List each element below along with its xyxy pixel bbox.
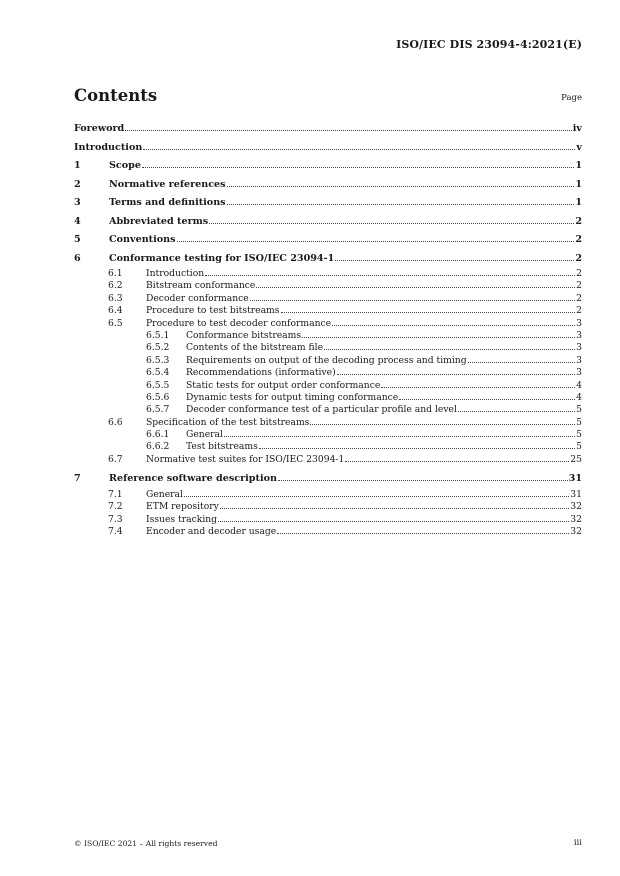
toc-entry-title[interactable]: General — [146, 488, 183, 500]
toc-leader-dots — [256, 287, 575, 288]
table-of-contents — [74, 120, 582, 538]
toc-leader-dots — [218, 521, 569, 522]
toc-leader-dots — [209, 223, 574, 224]
toc-entry-title[interactable]: Procedure to test bitstreams — [146, 305, 280, 317]
toc-entry[interactable] — [74, 441, 582, 453]
toc-entry-number: 6.1 — [108, 268, 123, 279]
toc-entry[interactable] — [74, 380, 582, 392]
toc-entry[interactable] — [74, 139, 582, 158]
toc-entry-page: 4 — [576, 379, 582, 391]
toc-entry-page: 32 — [570, 525, 582, 537]
page-number: iii — [573, 838, 582, 848]
toc-entry[interactable] — [74, 231, 582, 250]
toc-leader-dots — [220, 508, 569, 509]
toc-entry-number: 6.4 — [108, 305, 123, 317]
toc-entry-page: 5 — [576, 416, 582, 428]
toc-entry-page: v — [576, 141, 582, 153]
toc-entry-page: 3 — [576, 342, 582, 354]
toc-entry-page: 2 — [575, 215, 582, 227]
toc-entry-number: 6.2 — [108, 280, 123, 292]
toc-entry[interactable] — [74, 526, 582, 538]
toc-entry[interactable] — [74, 330, 582, 342]
toc-entry[interactable] — [74, 392, 582, 404]
toc-leader-dots — [277, 533, 569, 534]
toc-leader-dots — [468, 362, 576, 363]
toc-entry-number: 5 — [74, 234, 81, 245]
toc-leader-dots — [345, 461, 569, 462]
toc-entry-title[interactable]: Encoder and decoder usage — [146, 525, 277, 537]
toc-entry-page: 25 — [570, 453, 582, 465]
toc-entry[interactable] — [74, 318, 582, 330]
toc-entry-number: 7.2 — [108, 501, 123, 513]
toc-leader-dots — [142, 167, 574, 168]
toc-leader-dots — [224, 436, 575, 437]
toc-entry-number: 6.6.2 — [146, 441, 170, 453]
toc-entry[interactable] — [74, 305, 582, 317]
toc-entry-number: 4 — [74, 215, 81, 227]
toc-entry[interactable] — [74, 120, 582, 139]
toc-entry-page: 2 — [575, 234, 582, 245]
toc-entry-page: 3 — [576, 329, 582, 341]
toc-entry-page: 2 — [576, 292, 582, 304]
toc-entry[interactable] — [74, 355, 582, 367]
toc-entry-title[interactable]: Decoder conformance — [146, 292, 249, 304]
toc-entry-title[interactable]: Scope — [109, 160, 141, 171]
toc-leader-dots — [205, 275, 575, 276]
toc-entry-title[interactable]: Test bitstreams — [186, 441, 258, 453]
toc-leader-dots — [184, 496, 569, 497]
toc-entry-number: 7.3 — [108, 513, 123, 525]
toc-entry-page: 1 — [575, 160, 582, 171]
toc-entry-number: 6.5.3 — [146, 354, 170, 366]
toc-leader-dots — [227, 186, 575, 187]
toc-entry[interactable] — [74, 404, 582, 416]
toc-entry-page: 5 — [576, 404, 582, 416]
toc-entry[interactable] — [74, 293, 582, 305]
toc-leader-dots — [332, 325, 575, 326]
toc-entry[interactable] — [74, 194, 582, 213]
toc-entry-title[interactable]: Dynamic tests for output timing conformance — [186, 391, 399, 403]
toc-entry[interactable] — [74, 280, 582, 292]
toc-leader-dots — [125, 130, 572, 131]
toc-entry-title[interactable]: Reference software description — [109, 473, 277, 485]
toc-entry-number: 6.5.5 — [146, 379, 170, 391]
toc-entry[interactable] — [74, 470, 582, 489]
toc-entry-number: 1 — [74, 160, 81, 171]
toc-leader-dots — [458, 411, 575, 412]
toc-entry[interactable] — [74, 501, 582, 513]
toc-entry-page: 3 — [576, 354, 582, 366]
toc-entry[interactable] — [74, 157, 582, 176]
toc-entry-page: 2 — [576, 268, 582, 279]
toc-entry-title[interactable]: Normative test suites for ISO/IEC 23094-1 — [146, 453, 345, 465]
toc-entry-number: 7 — [74, 473, 81, 485]
toc-entry-page: 2 — [576, 280, 582, 292]
toc-entry-page: 1 — [575, 197, 582, 208]
toc-entry-title[interactable]: Conformance bitstreams — [186, 329, 302, 341]
toc-entry[interactable] — [74, 342, 582, 354]
copyright-notice: © ISO/IEC 2021 – All rights reserved — [74, 839, 218, 848]
toc-leader-dots — [399, 399, 575, 400]
toc-leader-dots — [278, 480, 568, 481]
toc-entry-title[interactable]: Foreword — [74, 123, 125, 134]
toc-entry-title[interactable]: Decoder conformance test of a particular profile and level — [186, 404, 457, 416]
toc-entry[interactable] — [74, 213, 582, 232]
toc-entry-title[interactable]: Issues tracking — [146, 513, 218, 525]
toc-leader-dots — [337, 374, 575, 375]
toc-entry-title[interactable]: General — [186, 429, 223, 441]
toc-entry-page: 3 — [576, 367, 582, 379]
toc-entry-title[interactable]: Bitstream conformance — [146, 280, 256, 292]
toc-leader-dots — [381, 387, 575, 388]
toc-entry[interactable] — [74, 429, 582, 441]
toc-entry-title[interactable]: Requirements on output of the decoding process and timing — [186, 354, 467, 366]
toc-leader-dots — [302, 337, 575, 338]
toc-entry[interactable] — [74, 268, 582, 280]
toc-entry-title[interactable]: Specification of the test bitstreams — [146, 416, 310, 428]
toc-entry[interactable] — [74, 454, 582, 466]
toc-leader-dots — [281, 312, 576, 313]
document-reference: ISO/IEC DIS 23094-4:2021(E) — [396, 38, 582, 51]
toc-entry-page: 1 — [575, 178, 582, 190]
toc-entry-number: 6.6.1 — [146, 429, 170, 441]
toc-entry-title[interactable]: Conformance testing for ISO/IEC 23094-1 — [109, 252, 335, 264]
toc-entry-number: 6 — [74, 252, 81, 264]
toc-entry-page: 2 — [575, 252, 582, 264]
toc-entry-page: 3 — [576, 317, 582, 329]
toc-leader-dots — [143, 149, 575, 150]
toc-leader-dots — [227, 204, 575, 205]
toc-entry-number: 6.3 — [108, 292, 123, 304]
toc-entry-page: 32 — [570, 513, 582, 525]
toc-entry-number: 6.5.6 — [146, 391, 170, 403]
toc-entry-page: 5 — [576, 441, 582, 453]
toc-entry[interactable] — [74, 489, 582, 501]
toc-entry-title[interactable]: Contents of the bitstream file — [186, 342, 324, 354]
toc-entry[interactable] — [74, 367, 582, 379]
toc-entry-title[interactable]: Recommendations (informative) — [186, 367, 336, 379]
toc-entry-number: 6.6 — [108, 416, 123, 428]
toc-entry-page: 31 — [570, 488, 582, 500]
page-title: Contents — [74, 86, 158, 105]
toc-entry-number: 7.4 — [108, 525, 123, 537]
toc-entry[interactable] — [74, 176, 582, 195]
page-column-label: Page — [561, 93, 582, 103]
toc-entry[interactable] — [74, 417, 582, 429]
toc-entry-page: 32 — [570, 501, 582, 513]
toc-entry-number: 6.5.7 — [146, 404, 170, 416]
toc-entry-number: 2 — [74, 178, 81, 190]
toc-entry-number: 3 — [74, 197, 81, 208]
toc-entry[interactable] — [74, 514, 582, 526]
toc-entry-title[interactable]: Static tests for output order conformance — [186, 379, 381, 391]
toc-leader-dots — [250, 300, 575, 301]
toc-leader-dots — [324, 349, 575, 350]
toc-entry-title[interactable]: Conventions — [109, 234, 176, 245]
toc-entry-number: 6.5 — [108, 317, 123, 329]
toc-entry-page: iv — [572, 123, 582, 134]
toc-leader-dots — [177, 241, 575, 242]
toc-entry-title[interactable]: Abbreviated terms — [109, 215, 209, 227]
toc-leader-dots — [335, 260, 574, 261]
toc-leader-dots — [310, 424, 575, 425]
toc-entry-title[interactable]: Introduction — [146, 268, 205, 279]
toc-entry-page: 5 — [576, 429, 582, 441]
toc-entry-number: 7.1 — [108, 488, 123, 500]
toc-leader-dots — [259, 448, 575, 449]
toc-entry-number: 6.5.4 — [146, 367, 170, 379]
toc-entry-title[interactable]: Normative references — [109, 178, 226, 190]
toc-entry-page: 2 — [576, 305, 582, 317]
toc-entry-number: 6.7 — [108, 453, 123, 465]
toc-entry-number: 6.5.1 — [146, 329, 170, 341]
toc-entry-page: 31 — [568, 473, 582, 485]
toc-entry-title[interactable]: Procedure to test decoder conformance — [146, 317, 332, 329]
toc-entry-number: 6.5.2 — [146, 342, 170, 354]
toc-entry-title[interactable]: Terms and definitions — [109, 197, 226, 208]
toc-entry-title[interactable]: ETM repository — [146, 501, 219, 513]
toc-entry[interactable] — [74, 250, 582, 269]
toc-entry-page: 4 — [576, 391, 582, 403]
toc-entry-title[interactable]: Introduction — [74, 141, 143, 153]
